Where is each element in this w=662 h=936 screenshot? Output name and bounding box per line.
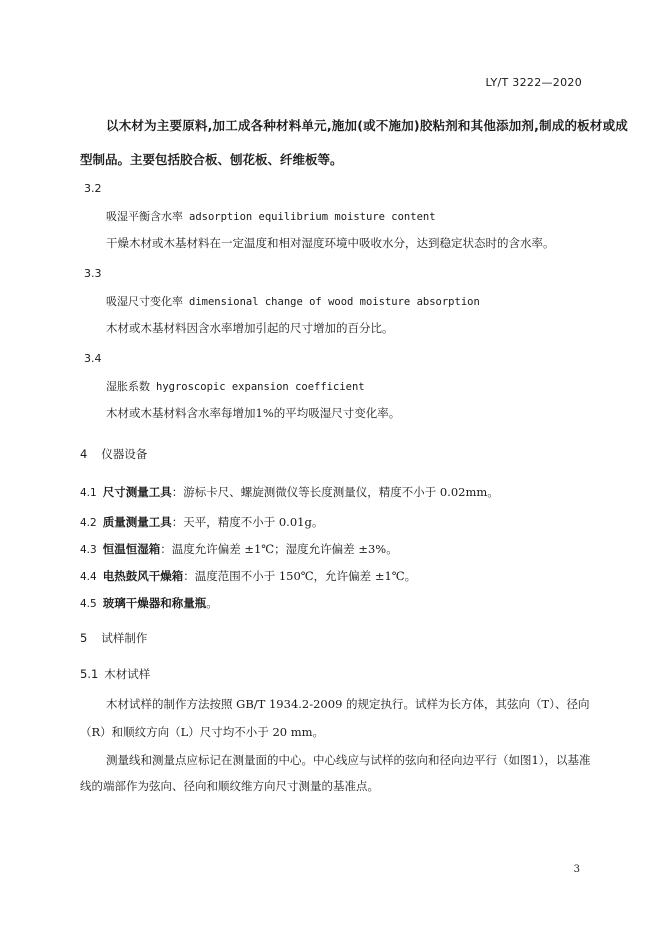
term-definition: 木材或木基材料含水率每增加1%的平均吸湿尺寸变化率。 [106,406,401,420]
term-title-zh: 吸湿平衡含水率 [106,210,183,223]
item-text: ：天平，精度不小于 0.01g。 [171,515,324,529]
equipment-item [80,541,398,557]
standard-code-header: LY/T 3222—2020 [485,76,582,89]
intro-line-1: 以木材为主要原料,加工成各种材料单元,施加(或不施加)胶粘剂和其他添加剂,制成的板材或成 [106,118,628,133]
item-number: 4.3 [80,544,97,556]
subsection-number: 5.1 [80,667,99,681]
page-number: 3 [573,864,580,875]
item-name: 质量测量工具 [102,515,172,529]
term-title [106,293,480,309]
equipment-item [80,514,323,530]
term-title-en: dimensional change of wood moisture absorption [189,296,480,308]
section-heading [80,630,147,646]
item-text: ：游标卡尺、螺旋测微仪等长度测量仪，精度不小于 0.02mm。 [171,485,499,499]
item-name: 玻璃干燥器和称量瓶 [102,596,207,610]
paragraph-line: （R）和顺纹方向（L）尺寸均不小于 20 mm。 [80,725,325,739]
item-name: 电热鼓风干燥箱 [102,569,184,583]
term-title [106,208,436,224]
item-text: ：温度范围不小于 150℃，允许偏差 ±1℃。 [183,569,417,583]
item-name: 恒温恒湿箱 [102,542,161,556]
paragraph-line: 线的端部作为弦向、径向和顺纹维方向尺寸测量的基准点。 [80,779,379,793]
item-number: 4.2 [80,517,97,529]
term-title-en: adsorption equilibrium moisture content [189,211,436,223]
paragraph-line: 木材试样的制作方法按照 GB/T 1934.2-2009 的规定执行。试样为长方体，其弦向（T）、径向 [106,697,590,711]
term-number: 3.3 [84,267,102,280]
item-name: 尺寸测量工具 [102,485,172,499]
equipment-item [80,595,218,611]
section-number: 4 [80,447,88,461]
subsection-title: 木材试样 [104,667,151,681]
term-title [106,378,365,394]
item-text: ：温度允许偏差 ±1℃；湿度允许偏差 ±3%。 [160,542,398,556]
term-number: 3.2 [84,182,102,195]
paragraph-line: 测量线和测量点应标记在测量面的中心。中心线应与试样的弦向和径向边平行（如图1），以基准 [106,753,591,767]
term-number: 3.4 [84,352,102,365]
subsection-heading [80,666,150,682]
term-title-en: hygroscopic expansion coefficient [156,381,365,393]
equipment-item [80,484,499,500]
term-definition: 木材或木基材料因含水率增加引起的尺寸增加的百分比。 [106,321,394,335]
item-number: 4.5 [80,598,97,610]
section-heading [80,446,147,462]
section-number: 5 [80,631,88,645]
equipment-item [80,568,416,584]
intro-line-2: 型制品。主要包括胶合板、刨花板、纤维板等。 [80,152,343,167]
section-title: 试样制作 [101,631,148,645]
item-number: 4.4 [80,571,97,583]
item-text: 。 [206,596,218,610]
section-title: 仪器设备 [101,447,148,461]
term-title-zh: 湿胀系数 [106,380,150,393]
term-title-zh: 吸湿尺寸变化率 [106,295,183,308]
term-definition: 干燥木材或木基材料在一定温度和相对湿度环境中吸收水分，达到稳定状态时的含水率。 [106,236,555,250]
item-number: 4.1 [80,487,97,499]
